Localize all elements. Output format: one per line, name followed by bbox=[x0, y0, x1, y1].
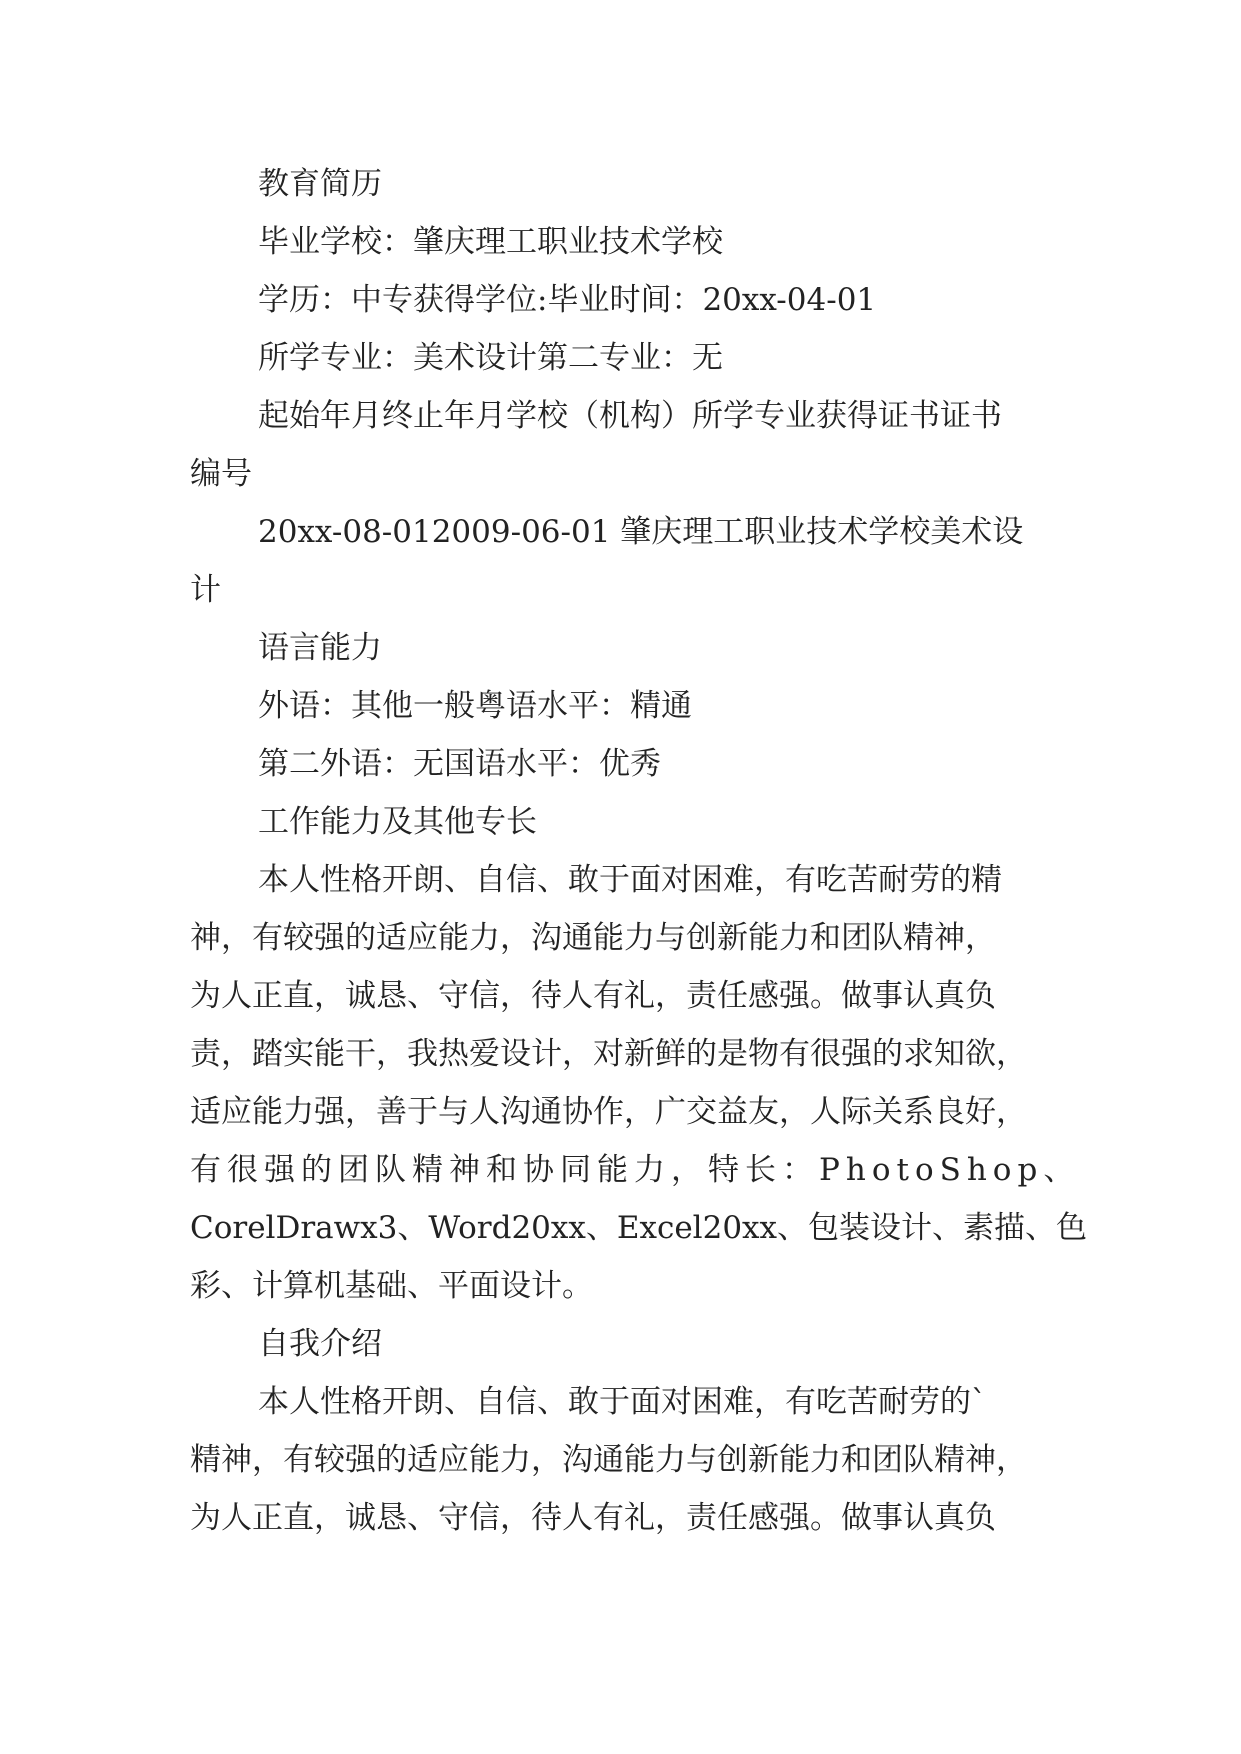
section-heading-education: 教育简历 bbox=[258, 166, 382, 202]
self-intro-paragraph-line: 精神，有较强的适应能力，沟通能力与创新能力和团队精神， bbox=[190, 1442, 1027, 1478]
document-page bbox=[190, 155, 1088, 1547]
education-record-line-1: 20xx-08-012009-06-01 肇庆理工职业技术学校美术设 bbox=[258, 514, 1024, 550]
graduation-school-line: 毕业学校：肇庆理工职业技术学校 bbox=[258, 224, 723, 260]
skills-paragraph-line: 彩、计算机基础、平面设计。 bbox=[190, 1268, 593, 1304]
section-heading-self-intro: 自我介绍 bbox=[258, 1326, 382, 1362]
table-header-line-2: 编号 bbox=[190, 456, 252, 492]
table-header-line-1: 起始年月终止年月学校（机构）所学专业获得证书证书 bbox=[258, 398, 1002, 434]
section-heading-language: 语言能力 bbox=[258, 630, 382, 666]
education-record-line-2: 计 bbox=[190, 572, 221, 608]
self-intro-paragraph-line: 本人性格开朗、自信、敢于面对困难，有吃苦耐劳的` bbox=[258, 1384, 987, 1420]
second-language-line: 第二外语：无国语水平：优秀 bbox=[258, 746, 661, 782]
skills-paragraph-line: 有很强的团队精神和协同能力，特长：PhotoShop、 bbox=[190, 1152, 1081, 1188]
skills-paragraph-line: 责，踏实能干，我热爱设计，对新鲜的是物有很强的求知欲， bbox=[190, 1036, 1027, 1072]
skills-paragraph-line: CorelDrawx3、Word20xx、Excel20xx、包装设计、素描、色 bbox=[190, 1210, 1088, 1246]
skills-paragraph-line: 神，有较强的适应能力，沟通能力与创新能力和团队精神， bbox=[190, 920, 996, 956]
foreign-language-line: 外语：其他一般粤语水平：精通 bbox=[258, 688, 692, 724]
skills-paragraph-line: 本人性格开朗、自信、敢于面对困难，有吃苦耐劳的精 bbox=[258, 862, 1002, 898]
section-heading-skills: 工作能力及其他专长 bbox=[258, 804, 537, 840]
self-intro-paragraph-line: 为人正直，诚恳、守信，待人有礼，责任感强。做事认真负 bbox=[190, 1500, 996, 1536]
skills-paragraph-line: 为人正直，诚恳、守信，待人有礼，责任感强。做事认真负 bbox=[190, 978, 996, 1014]
major-line: 所学专业：美术设计第二专业：无 bbox=[258, 340, 723, 376]
skills-paragraph-line: 适应能力强，善于与人沟通协作，广交益友，人际关系良好， bbox=[190, 1094, 1027, 1130]
degree-line: 学历：中专获得学位:毕业时间：20xx-04-01 bbox=[258, 282, 877, 318]
